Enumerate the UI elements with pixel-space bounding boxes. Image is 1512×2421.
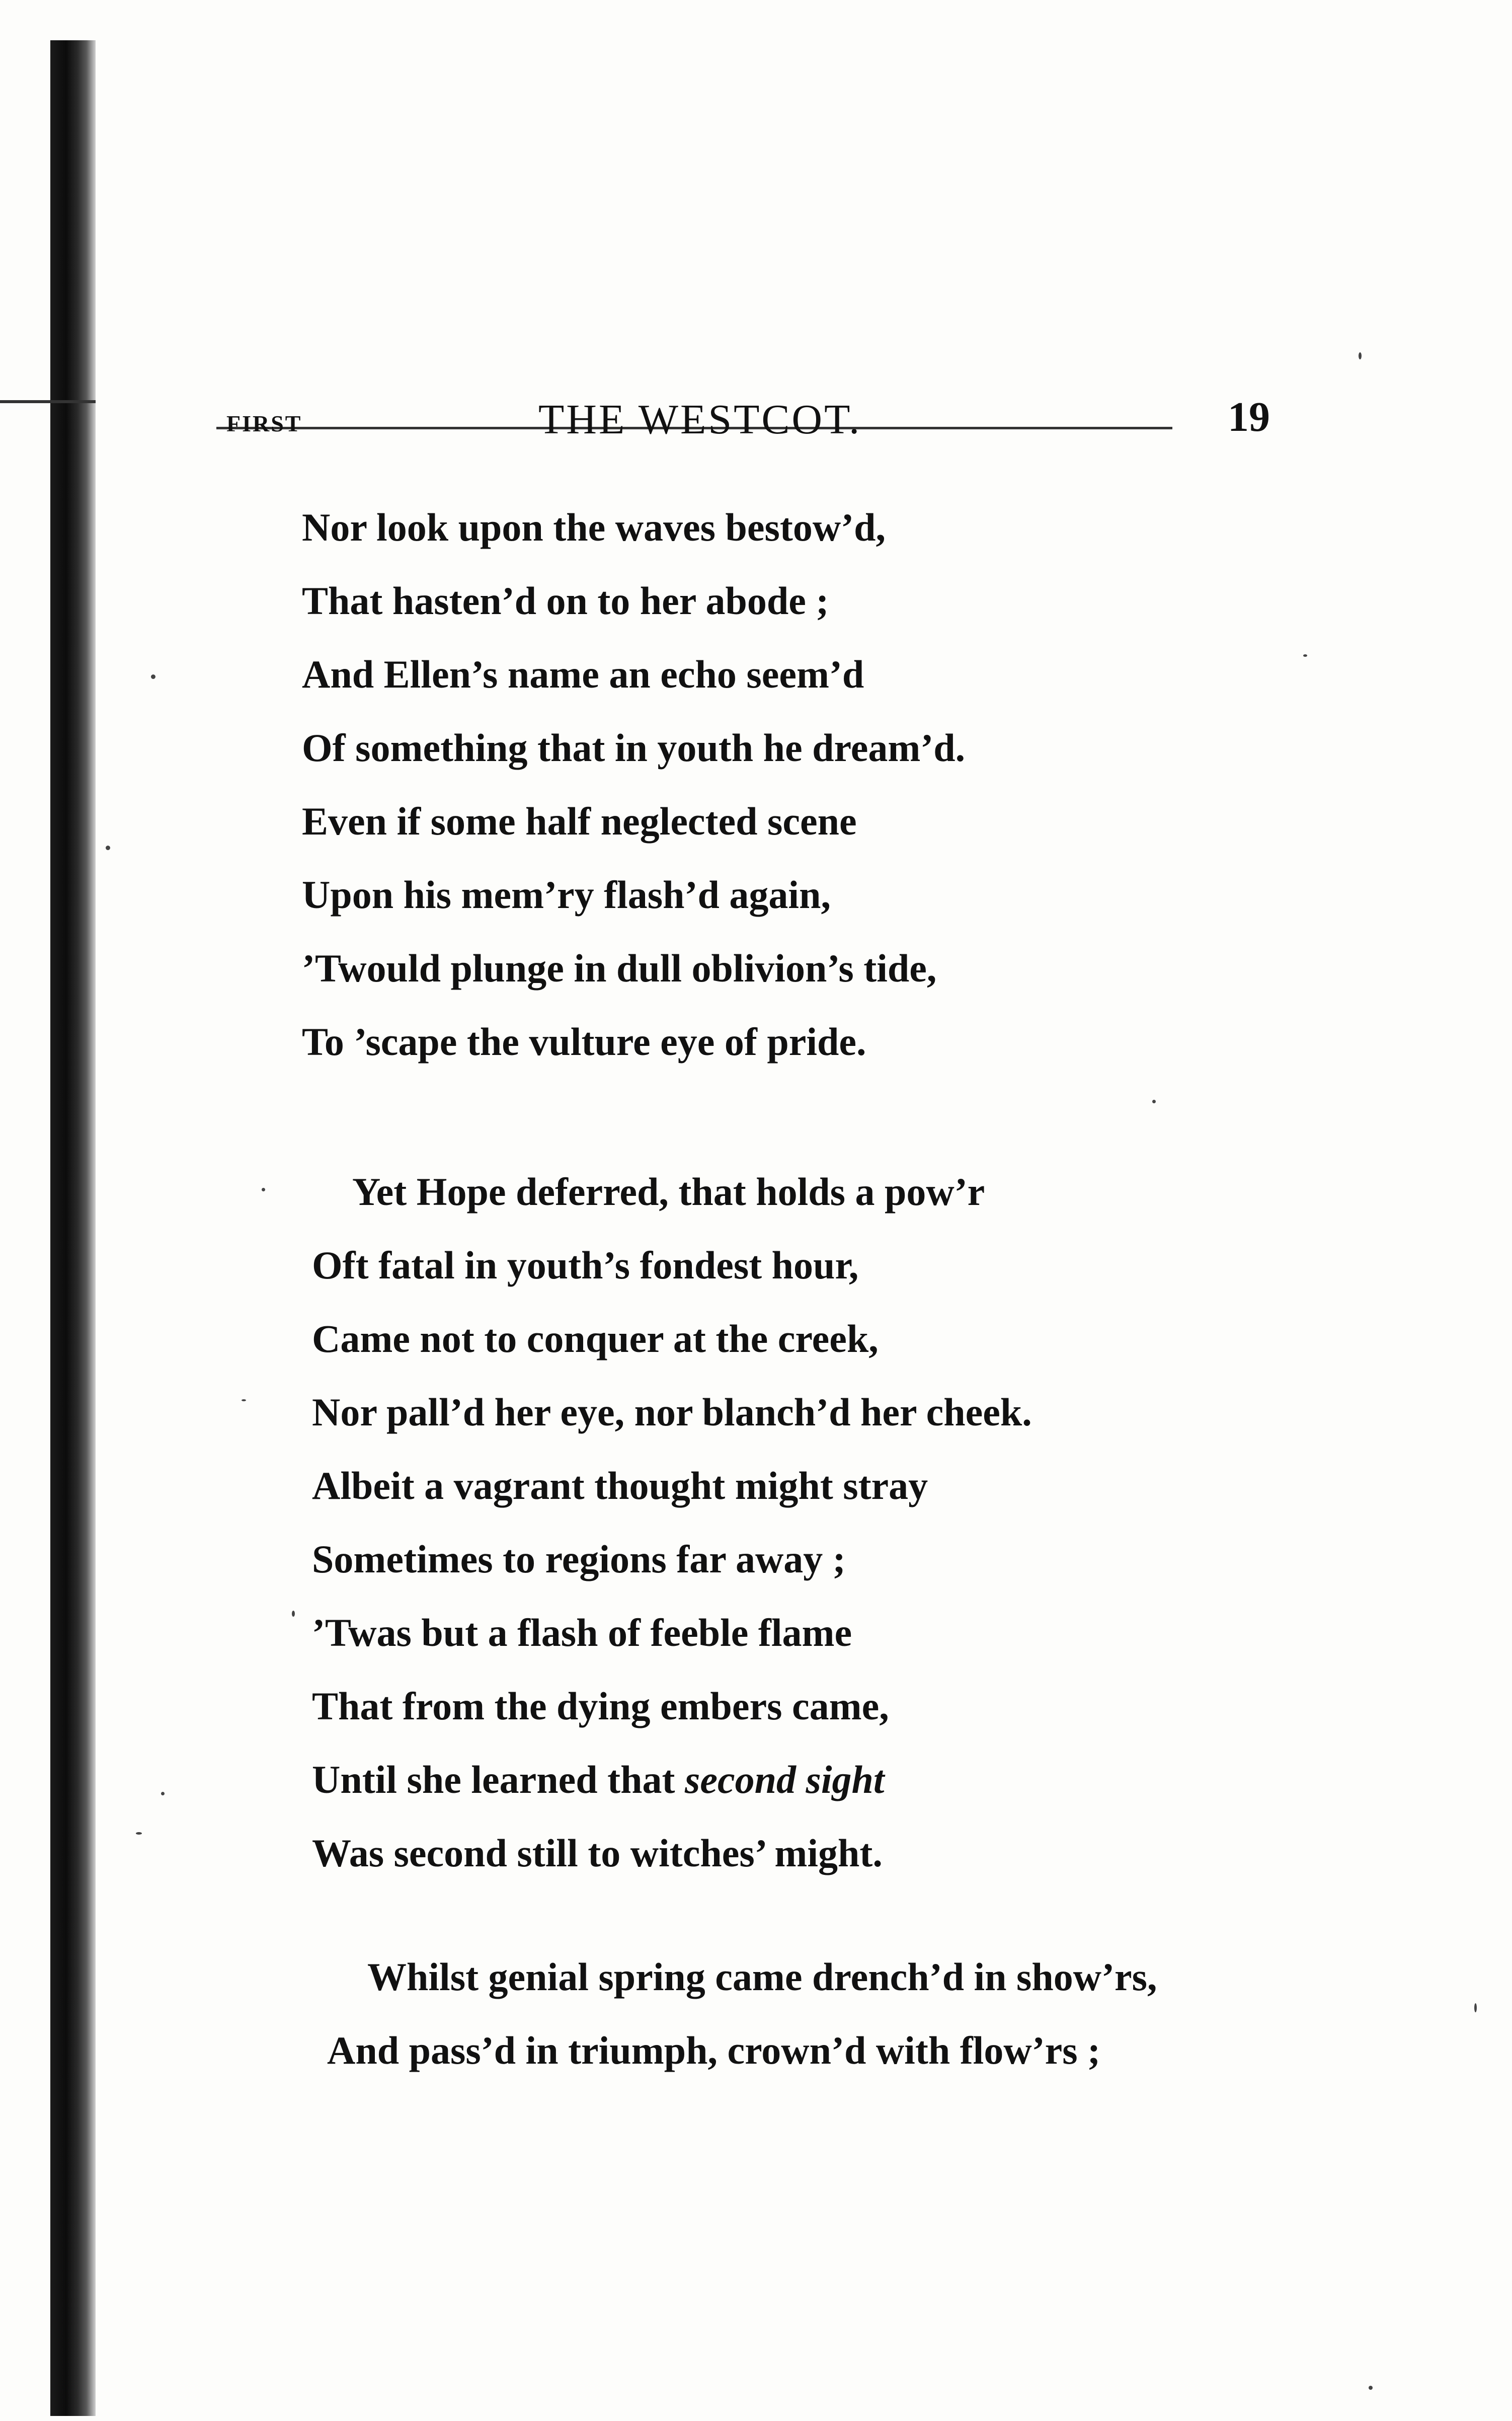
verse-line: Even if some half neglected scene <box>302 799 857 843</box>
paper-speck <box>151 674 155 679</box>
page-number: 19 <box>1228 394 1270 440</box>
verse-line: And pass’d in triumph, crown’d with flow’rs ; <box>327 2028 1101 2072</box>
verse-line: Yet Hope deferred, that holds a pow’r <box>352 1170 985 1214</box>
paper-speck <box>1152 1100 1156 1103</box>
stanza-1 <box>302 491 965 1079</box>
header-title: THE WESTCOT. <box>538 396 862 443</box>
paper-speck <box>262 1188 265 1191</box>
verse-line-prefix: Until she learned that <box>312 1758 685 1801</box>
paper-speck <box>106 846 110 850</box>
verse-line: Oft fatal in youth’s fondest hour, <box>312 1243 859 1287</box>
verse-line: Nor pall’d her eye, nor blanch’d her cheek. <box>312 1390 1032 1434</box>
verse-line: Was second still to witches’ might. <box>312 1831 883 1875</box>
verse-line: Sometimes to regions far away ; <box>312 1537 846 1581</box>
italic-phrase: second sight <box>685 1758 885 1801</box>
paper-speck <box>1303 654 1307 657</box>
verse-line-with-italic <box>312 1743 1032 1817</box>
paper-speck <box>292 1611 295 1617</box>
verse-line: Came not to conquer at the creek, <box>312 1317 879 1360</box>
verse-line: Albeit a vagrant thought might stray <box>312 1464 928 1507</box>
verse-line: To ’scape the vulture eye of pride. <box>302 1020 866 1064</box>
paper-speck <box>136 1832 142 1835</box>
verse-line: That from the dying embers came, <box>312 1684 889 1728</box>
verse-line: ’Twas but a flash of feeble flame <box>312 1611 852 1654</box>
paper-speck <box>242 1399 246 1401</box>
verse-line: That hasten’d on to her abode ; <box>302 579 829 623</box>
verse-line: Of something that in youth he dream’d. <box>302 726 966 770</box>
margin-rule-mark <box>0 400 96 403</box>
stanza-3 <box>327 1940 1157 2087</box>
paper-speck <box>1359 352 1362 359</box>
verse-line: Upon his mem’ry flash’d again, <box>302 873 831 917</box>
page-binding-edge <box>50 40 96 2416</box>
verse-line: And Ellen’s name an echo seem’d <box>302 652 864 696</box>
paper-speck <box>1369 2386 1373 2390</box>
header-section-label: FIRST <box>226 411 302 436</box>
paper-speck <box>1474 2003 1477 2012</box>
verse-line: Nor look upon the waves bestow’d, <box>302 505 886 549</box>
stanza-2 <box>312 1155 1032 1890</box>
paper-speck <box>161 1792 165 1795</box>
verse-line: Whilst genial spring came drench’d in show’rs, <box>367 1955 1157 1999</box>
verse-line: ’Twould plunge in dull oblivion’s tide, <box>302 946 937 990</box>
running-header <box>216 393 1298 463</box>
